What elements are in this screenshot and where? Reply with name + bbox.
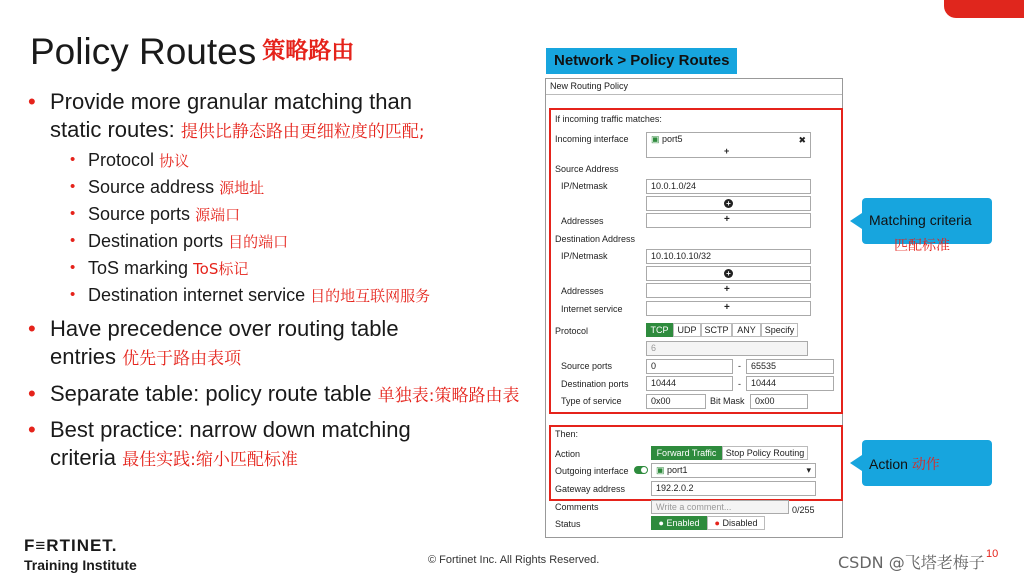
- outgoing-interface-label: Outgoing interface: [555, 466, 629, 476]
- sub-bullet-dot: •: [70, 151, 76, 168]
- outgoing-interface-value: port1: [667, 465, 688, 475]
- sub-bullet-zh: 目的地互联网服务: [310, 287, 431, 305]
- sub-bullet-text: Source address: [88, 177, 215, 197]
- src-port-to[interactable]: 65535: [746, 359, 834, 374]
- dst-ip-input[interactable]: 10.10.10.10/32: [646, 249, 811, 264]
- panel-header: New Routing Policy: [546, 79, 842, 95]
- bullet-4-zh: 最佳实践:缩小匹配标准: [122, 450, 298, 470]
- callout-tail: [850, 213, 862, 229]
- gateway-input[interactable]: 192.2.0.2: [651, 481, 816, 496]
- then-heading: Then:: [555, 429, 579, 439]
- matching-callout-text: Matching criteria: [869, 212, 972, 228]
- comments-textarea[interactable]: Write a comment...: [651, 500, 789, 514]
- sub-bullet-text: Protocol: [88, 150, 155, 170]
- page-number: 10: [986, 548, 999, 560]
- sub-bullet-dot: •: [70, 178, 76, 195]
- src-ipnetmask-label: IP/Netmask: [561, 181, 608, 191]
- title-zh: 策略路由: [262, 38, 355, 64]
- matching-callout-zh: 匹配标准: [894, 238, 950, 254]
- bullet-2-line2: entries: [50, 344, 117, 369]
- x-circle-icon: ●: [714, 518, 720, 528]
- status-disabled-label: Disabled: [722, 518, 758, 528]
- range-dash: -: [738, 379, 741, 389]
- fortinet-logo: F≡RTINET.: [24, 536, 118, 555]
- bullet-4-line1: Best practice: narrow down matching: [50, 417, 411, 442]
- destination-ports-label: Destination ports: [561, 379, 629, 389]
- dst-port-to[interactable]: 10444: [746, 376, 834, 391]
- action-callout-label: Action: [869, 456, 908, 472]
- sub-bullet-2: [70, 176, 265, 199]
- comments-label: Comments: [555, 502, 599, 512]
- sub-bullet-text: Destination internet service: [88, 285, 306, 305]
- action-label: Action: [555, 449, 581, 459]
- status-disabled[interactable]: [707, 516, 765, 530]
- bullet-3: [28, 380, 520, 410]
- dst-port-from[interactable]: 10444: [646, 376, 733, 391]
- bullet-1: [28, 88, 425, 146]
- sub-bullet-1: [70, 149, 190, 172]
- src-addresses-label: Addresses: [561, 216, 604, 226]
- add-icon[interactable]: +: [724, 214, 730, 225]
- status-enabled-label: Enabled: [666, 518, 700, 528]
- incoming-interface-label: Incoming interface: [555, 134, 629, 144]
- protocol-udp[interactable]: UDP: [673, 323, 701, 337]
- action-stop-policy-routing[interactable]: Stop Policy Routing: [722, 446, 808, 460]
- port-icon: ▣: [651, 134, 660, 144]
- corner-accent: [944, 0, 1024, 18]
- remove-icon[interactable]: ✖: [798, 135, 806, 145]
- chevron-down-icon: ▾: [806, 465, 811, 475]
- src-ip-input[interactable]: 10.0.1.0/24: [646, 179, 811, 194]
- sub-bullet-zh: 源地址: [219, 179, 265, 197]
- action-callout-text: [869, 454, 940, 474]
- bullet-1-line1: Provide more granular matching than: [50, 89, 412, 114]
- title-text: Policy Routes: [30, 31, 257, 72]
- protocol-number-field: 6: [646, 341, 808, 356]
- protocol-any[interactable]: ANY: [732, 323, 761, 337]
- bullet-dot: •: [28, 381, 36, 406]
- breadcrumb: Network > Policy Routes: [546, 48, 737, 74]
- bullet-4: [28, 416, 411, 474]
- check-circle-icon: ●: [658, 518, 664, 528]
- sub-bullet-text: Source ports: [88, 204, 191, 224]
- source-address-heading: Source Address: [555, 164, 619, 174]
- bullet-3-line1: Separate table: policy route table: [50, 381, 372, 406]
- sub-bullet-dot: •: [70, 259, 76, 276]
- add-icon[interactable]: +: [724, 146, 730, 156]
- sub-bullet-text: Destination ports: [88, 231, 224, 251]
- status-label: Status: [555, 519, 581, 529]
- matching-highlight: [549, 108, 843, 414]
- sub-bullet-4: [70, 230, 289, 253]
- bullet-1-line2: static routes:: [50, 117, 175, 142]
- protocol-specify[interactable]: Specify: [761, 323, 798, 337]
- comments-count: 0/255: [792, 505, 815, 515]
- action-forward-traffic[interactable]: Forward Traffic: [651, 446, 722, 460]
- gateway-label: Gateway address: [555, 484, 626, 494]
- action-highlight: [549, 425, 843, 501]
- sub-bullet-dot: •: [70, 232, 76, 249]
- range-dash: -: [738, 361, 741, 371]
- add-circle-icon[interactable]: +: [724, 269, 733, 278]
- add-circle-icon[interactable]: +: [724, 199, 733, 208]
- bullet-dot: •: [28, 417, 36, 442]
- port-icon: ▣: [656, 465, 665, 475]
- matching-callout: [862, 198, 992, 254]
- sub-bullet-5: [70, 257, 249, 280]
- sub-bullet-zh: ToS标记: [193, 260, 249, 278]
- internet-service-label: Internet service: [561, 304, 623, 314]
- bullet-dot: •: [28, 316, 36, 341]
- bullet-3-zh: 单独表:策略路由表: [377, 386, 520, 406]
- action-callout-zh: 动作: [911, 457, 940, 473]
- src-port-from[interactable]: 0: [646, 359, 733, 374]
- sub-bullet-zh: 源端口: [195, 206, 241, 224]
- bullet-2: [28, 315, 399, 373]
- watermark: CSDN @飞塔老梅子: [838, 553, 985, 572]
- add-icon[interactable]: +: [724, 302, 730, 313]
- sub-bullet-3: [70, 203, 241, 226]
- bullet-4-line2: criteria: [50, 445, 117, 470]
- destination-address-heading: Destination Address: [555, 234, 636, 244]
- callout-tail: [850, 455, 862, 471]
- status-enabled[interactable]: [651, 516, 707, 530]
- dst-ipnetmask-label: IP/Netmask: [561, 251, 608, 261]
- bullet-1-zh: 提供比静态路由更细粒度的匹配;: [180, 122, 425, 142]
- source-ports-label: Source ports: [561, 361, 613, 371]
- if-matches-heading: If incoming traffic matches:: [555, 114, 662, 124]
- copyright: © Fortinet Inc. All Rights Reserved.: [428, 554, 600, 566]
- bullet-dot: •: [28, 89, 36, 114]
- protocol-tcp[interactable]: TCP: [646, 323, 673, 337]
- bitmask-input[interactable]: 0x00: [750, 394, 808, 409]
- add-icon[interactable]: +: [724, 284, 730, 295]
- incoming-interface-value: port5: [662, 134, 683, 144]
- action-callout: [862, 440, 992, 486]
- sub-bullet-6: [70, 284, 431, 307]
- sub-bullet-zh: 目的端口: [228, 233, 289, 251]
- tos-label: Type of service: [561, 396, 622, 406]
- sub-bullet-dot: •: [70, 205, 76, 222]
- bitmask-label: Bit Mask: [710, 396, 745, 406]
- tos-input[interactable]: 0x00: [646, 394, 706, 409]
- protocol-sctp[interactable]: SCTP: [701, 323, 732, 337]
- bullet-2-zh: 优先于路由表项: [122, 349, 242, 369]
- bullet-2-line1: Have precedence over routing table: [50, 316, 399, 341]
- slide-title: [30, 30, 354, 79]
- logo-subtitle: Training Institute: [24, 557, 137, 573]
- sub-bullet-zh: 协议: [159, 152, 190, 170]
- sub-bullet-text: ToS marking: [88, 258, 189, 278]
- dst-addresses-label: Addresses: [561, 286, 604, 296]
- protocol-label: Protocol: [555, 326, 589, 336]
- sub-bullet-dot: •: [70, 286, 76, 303]
